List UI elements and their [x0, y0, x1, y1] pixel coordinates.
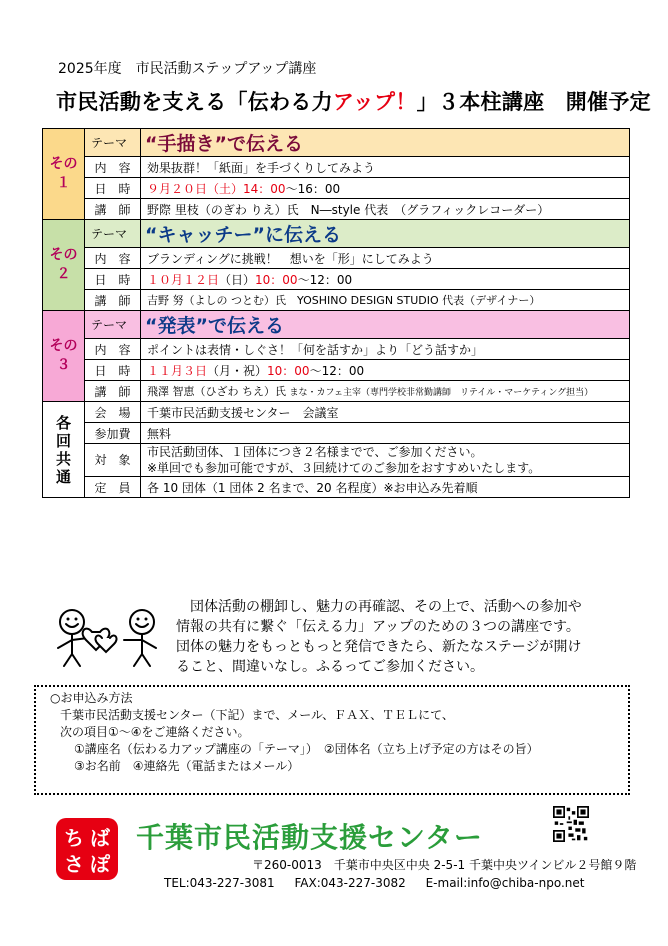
session-3-content: ポイントは表情・しぐさ！「何を話すか」より「どう話すか」 [141, 339, 630, 360]
org-name: 千葉市民活動支援センター [136, 821, 483, 854]
content-label: 内 容 [85, 248, 141, 269]
common-label: 各 回 共 通 [43, 402, 85, 498]
session-3-content-row [43, 339, 630, 360]
target-label: 対 象 [85, 444, 141, 477]
session-1-lecturer-row [43, 199, 630, 220]
schedule-table [42, 128, 630, 498]
capacity-label: 定 員 [85, 477, 141, 498]
target-row [43, 444, 630, 477]
venue-row [43, 402, 630, 423]
intro-text: 団体活動の棚卸し、魅力の再確認、その上で、活動への参加や 情報の共有に繋ぐ「伝える力」アップのための３つの講座です。 団体の魅力をもっともっと発信できたら、新たなステージが開け ること、間違いなし。ふるってご参加ください。 [176, 599, 582, 675]
session-1-lecturer: 野際 里枝（のぎわ りえ）氏 N―style 代表 （グラフィックレコーダー） [141, 199, 630, 220]
lecturer-label: 講 師 [85, 381, 141, 402]
venue-value: 千葉市民活動支援センター 会議室 [141, 402, 630, 423]
session-3-lecturer-row [43, 381, 630, 402]
contact-line [164, 876, 600, 890]
fee-label: 参加費 [85, 423, 141, 444]
session-1-date: ９月２０日（土）14：00～16：00 [141, 178, 630, 199]
application-heading: ○お申込み方法 [50, 691, 133, 705]
session-2-theme: “キャッチー”に伝える [141, 220, 630, 248]
session-3-lecturer: 飛澤 智恵（ひざわ ちえ）氏 まな・カフェ主宰（専門学校非常勤講師 リテイル・マーケティング担当） [141, 381, 630, 402]
title-part-a: 市民活動を支える「伝わる力 [56, 90, 333, 114]
session-1-content-row [43, 157, 630, 178]
content-label: 内 容 [85, 339, 141, 360]
fee-row [43, 423, 630, 444]
fax: FAX:043-227-3082 [294, 876, 406, 890]
target-value: 市民活動団体、１団体につき２名様までで、ご参加ください。 ※単回でも参加可能ですが、３回続けてのご参加をおすすめいたします。 [141, 444, 630, 477]
lecturer-label: 講 師 [85, 290, 141, 311]
session-2-content: ブランディングに挑戦！ 想いを「形」にしてみよう [141, 248, 630, 269]
content-label: 内 容 [85, 157, 141, 178]
chibasapo-logo: ち ば さ ぽ [56, 818, 118, 880]
capacity-row [43, 477, 630, 498]
date-label: 日 時 [85, 178, 141, 199]
session-2-content-row [43, 248, 630, 269]
session-2-date: １０月１２日（日）10：00～12：00 [141, 269, 630, 290]
session-1-number: その １ [43, 129, 85, 220]
session-1-date-row [43, 178, 630, 199]
session-1-theme-row [43, 129, 630, 157]
session-1-theme: “手描き”で伝える [141, 129, 630, 157]
session-1-content: 効果抜群！「紙面」を手づくりしてみよう [141, 157, 630, 178]
lecturer-label: 講 師 [85, 199, 141, 220]
theme-label: テーマ [85, 311, 141, 339]
theme-label: テーマ [85, 129, 141, 157]
session-2-date-row [43, 269, 630, 290]
email[interactable]: E-mail:info@chiba-npo.net [425, 876, 585, 890]
session-2-theme-row [43, 220, 630, 248]
venue-label: 会 場 [85, 402, 141, 423]
theme-label: テーマ [85, 220, 141, 248]
page-title [56, 86, 651, 116]
session-3-number: その ３ [43, 311, 85, 402]
people-heart-illustration [46, 606, 164, 672]
title-part-c: 」３本柱講座 開催予定 [416, 90, 651, 114]
session-3-date: １１月３日（月・祝）10：00～12：00 [141, 360, 630, 381]
fee-value: 無料 [141, 423, 630, 444]
subtitle: 2025年度 市民活動ステップアップ講座 [58, 61, 317, 77]
date-label: 日 時 [85, 269, 141, 290]
session-3-theme: “発表”で伝える [141, 311, 630, 339]
capacity-value: 各 10 団体（1 団体 2 名まで、20 名程度）※お申込み先着順 [141, 477, 630, 498]
title-part-b: アップ！ [332, 90, 417, 114]
session-3-theme-row [43, 311, 630, 339]
date-label: 日 時 [85, 360, 141, 381]
tel: TEL:043-227-3081 [164, 876, 275, 890]
session-2-number: その ２ [43, 220, 85, 311]
address: 〒260-0013 千葉市中央区中央 2-5-1 千葉中央ツインビル２号館９階 [252, 858, 637, 872]
application-box: ○お申込み方法 千葉市民活動支援センター（下記）まで、メール、ＦＡＸ、ＴＥＬにて、 次の項目①～④をご連絡ください。 ①講座名（伝わる力アップ講座の「テーマ」） ②団体名（立ち上げ予定の方はその旨） ③お名前 ④連絡先（電話またはメール） [34, 685, 630, 795]
session-3-date-row [43, 360, 630, 381]
qr-code-icon[interactable] [553, 806, 589, 842]
session-2-lecturer: 吉野 努（よしの つとむ）氏 YOSHINO DESIGN STUDIO 代表（デザイナー） [141, 290, 630, 311]
session-2-lecturer-row [43, 290, 630, 311]
